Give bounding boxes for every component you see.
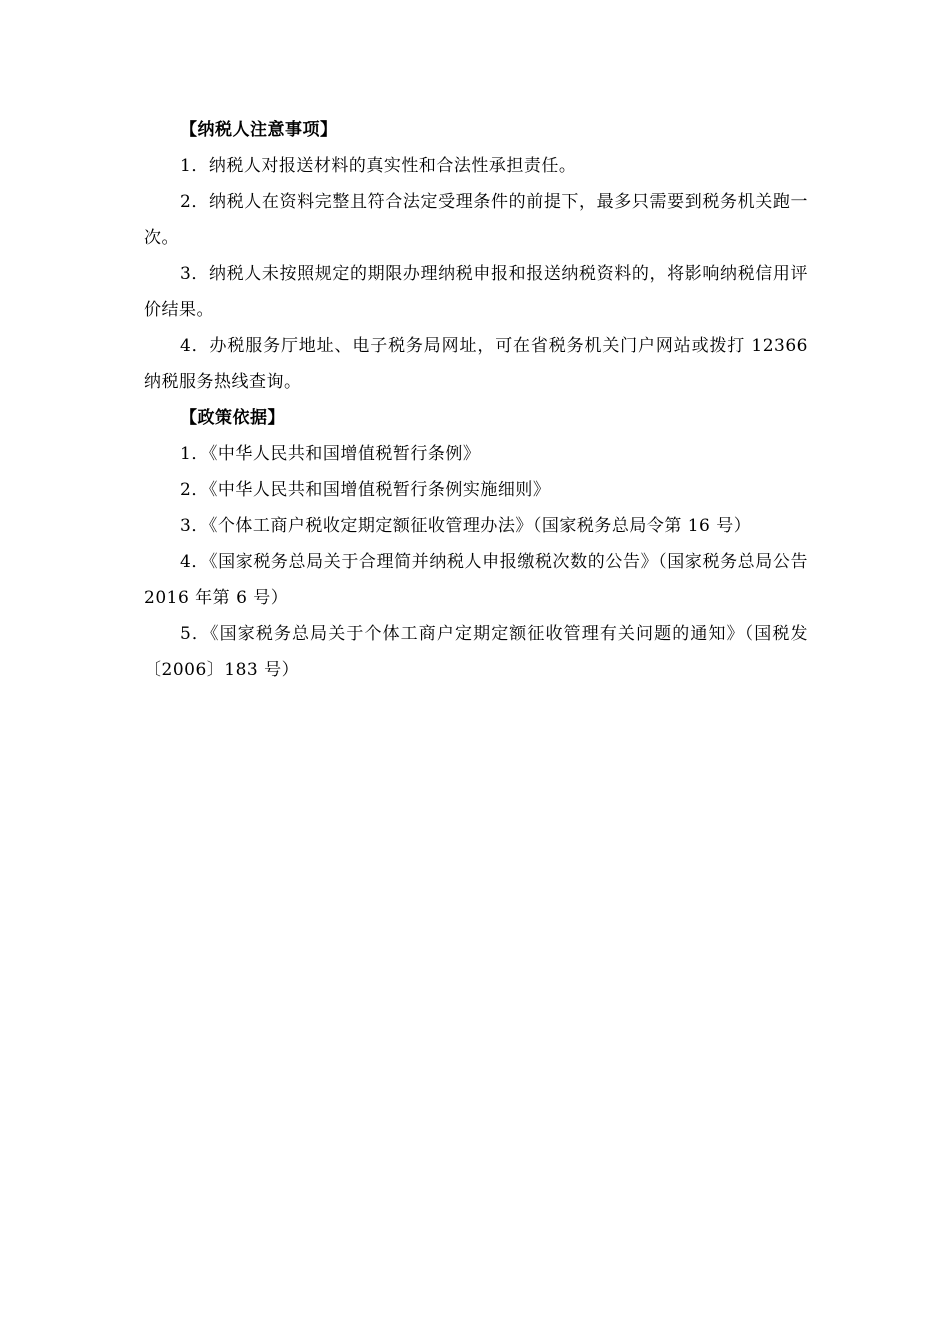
policy-item: 1．《中华人民共和国增值税暂行条例》 (180, 444, 481, 464)
document-page (144, 112, 808, 688)
notes-item: 1．纳税人对报送材料的真实性和合法性承担责任。 (180, 156, 577, 176)
notes-item: 4．办税服务厅地址、电子税务局网址，可在省税务机关门户网站或拨打 12366 纳税服务热线查询。 (144, 336, 808, 392)
notes-list (144, 148, 808, 400)
policy-item: 2．《中华人民共和国增值税暂行条例实施细则》 (180, 480, 551, 500)
policy-item: 3．《个体工商户税收定期定额征收管理办法》（国家税务总局令第 16 号） (180, 516, 752, 536)
policy-item: 5．《国家税务总局关于个体工商户定期定额征收管理有关问题的通知》（国税发〔2006〕183 号） (144, 624, 808, 680)
notes-item: 2．纳税人在资料完整且符合法定受理条件的前提下，最多只需要到税务机关跑一次。 (144, 192, 808, 248)
policy-list (144, 436, 808, 688)
notes-item: 3．纳税人未按照规定的期限办理纳税申报和报送纳税资料的，将影响纳税信用评价结果。 (144, 264, 808, 320)
policy-item: 4．《国家税务总局关于合理简并纳税人申报缴税次数的公告》（国家税务总局公告 2016 年第 6 号） (144, 552, 808, 608)
policy-heading: 【政策依据】 (180, 408, 285, 428)
notes-heading: 【纳税人注意事项】 (180, 120, 338, 140)
